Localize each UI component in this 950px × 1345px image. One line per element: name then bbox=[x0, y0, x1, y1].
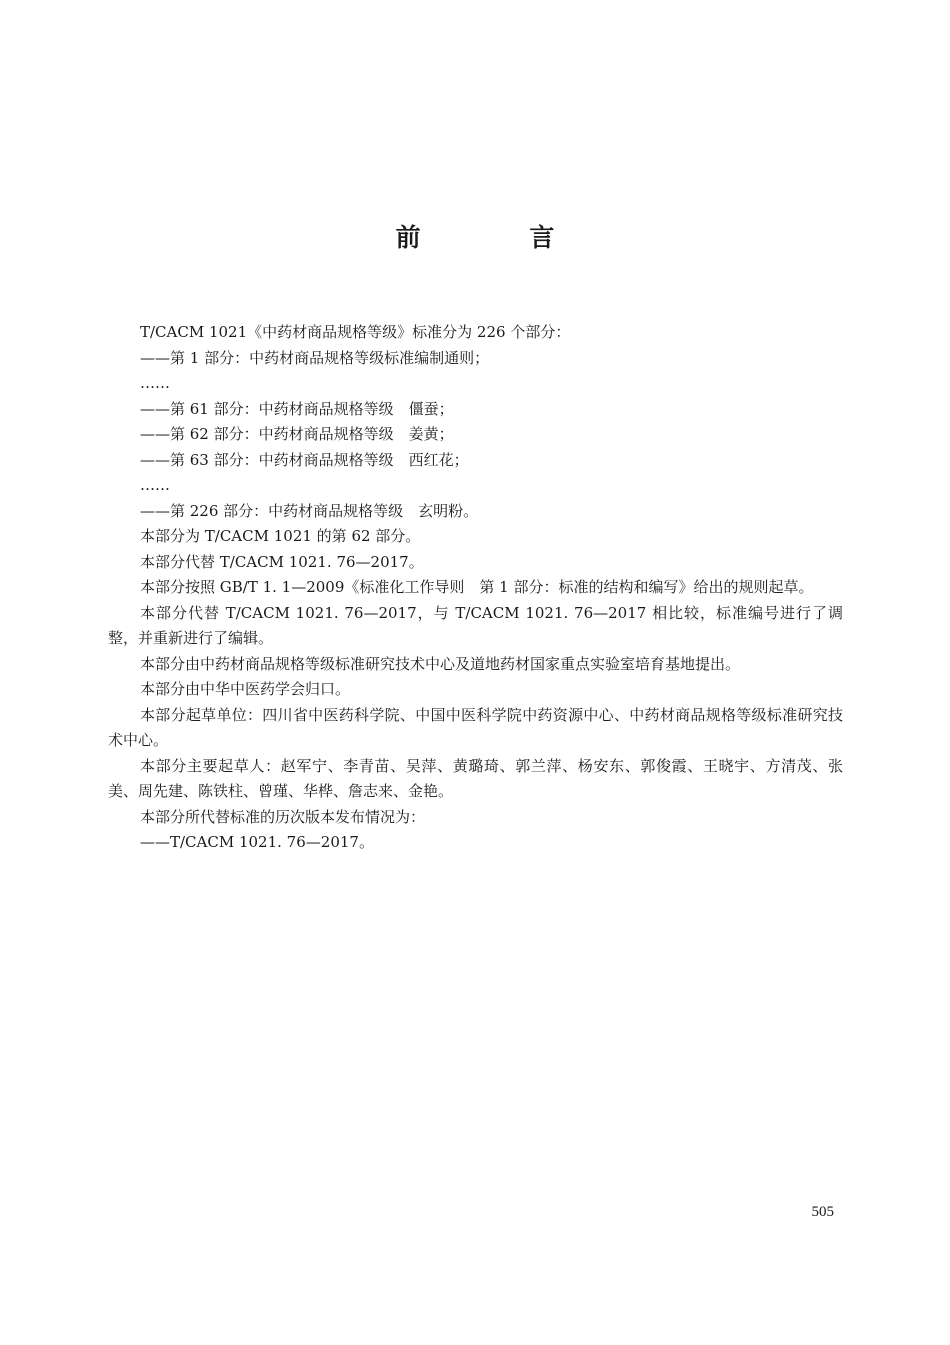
paragraph-drafting-units: 本部分起草单位：四川省中医药科学院、中国中医科学院中药资源中心、中药材商品规格等级标准研究技术中心。 bbox=[108, 705, 843, 749]
paragraph-drafting-rules: 本部分按照 GB/T 1. 1—2009《标准化工作导则 第 1 部分：标准的结构和编写》给出的规则起草。 bbox=[140, 578, 814, 596]
page-number: 505 bbox=[811, 1204, 834, 1220]
paragraph-centralized-by: 本部分由中华中医药学会归口。 bbox=[140, 680, 351, 698]
list-item-previous-version: ——T/CACM 1021. 76—2017。 bbox=[140, 833, 374, 851]
list-item-part-63: ——第 63 部分：中药材商品规格等级 西红花； bbox=[140, 450, 469, 469]
paragraph-proposed-by: 本部分由中药材商品规格等级标准研究技术中心及道地药材国家重点实验室培育基地提出。 bbox=[140, 654, 741, 673]
ellipsis-line: …… bbox=[140, 374, 170, 392]
paragraph-changes: 本部分代替 T/CACM 1021. 76—2017，与 T/CACM 1021. 76—2017 相比较，标准编号进行了调整，并重新进行了编辑。 bbox=[108, 603, 843, 647]
paragraph-standard-intro: T/CACM 1021《中药材商品规格等级》标准分为 226 个部分： bbox=[140, 323, 571, 341]
paragraph-part-number: 本部分为 T/CACM 1021 的第 62 部分。 bbox=[140, 527, 421, 545]
page-title: 前 言 bbox=[395, 223, 605, 252]
paragraph-replaces: 本部分代替 T/CACM 1021. 76—2017。 bbox=[140, 552, 424, 571]
list-item-part-62: ——第 62 部分：中药材商品规格等级 姜黄； bbox=[140, 425, 454, 443]
foreword-body bbox=[108, 320, 843, 856]
list-item-part-1: ——第 1 部分：中药材商品规格等级标准编制通则； bbox=[140, 348, 490, 367]
paragraph-version-history: 本部分所代替标准的历次版本发布情况为： bbox=[140, 807, 426, 826]
list-item-part-226: ——第 226 部分：中药材商品规格等级 玄明粉。 bbox=[140, 501, 479, 520]
paragraph-drafters: 本部分主要起草人：赵军宁、李青苗、吴萍、黄璐琦、郭兰萍、杨安东、郭俊霞、王晓宇、方清茂、张美、周先建、陈铁柱、曾瑾、华桦、詹志来、金艳。 bbox=[108, 756, 843, 800]
list-item-part-61: ——第 61 部分：中药材商品规格等级 僵蚕； bbox=[140, 399, 454, 418]
ellipsis-line: …… bbox=[140, 476, 170, 494]
